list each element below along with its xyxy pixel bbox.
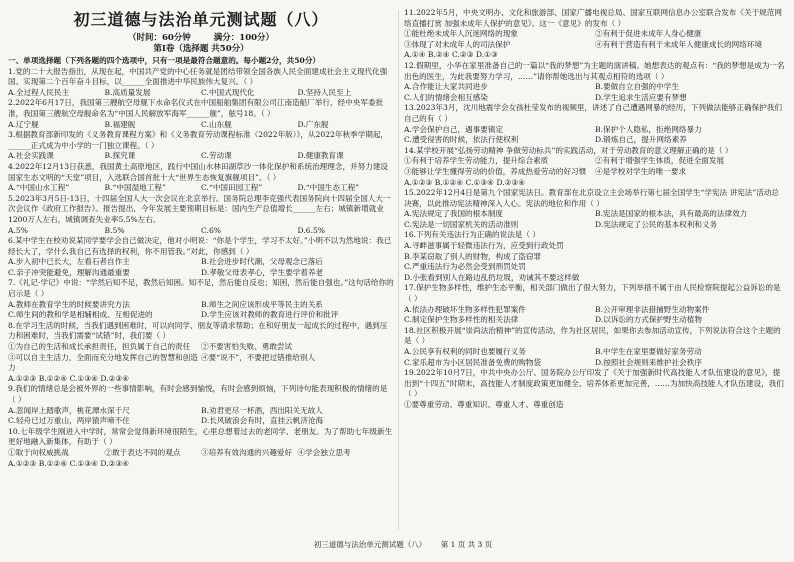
answer-option: ③体现了对未成年人的司法保护 — [404, 39, 511, 49]
answer-option: B.中学生在家里要做好家务劳动 — [595, 347, 702, 356]
option-list — [404, 29, 786, 50]
option-list — [404, 305, 786, 326]
question-item — [404, 50, 786, 61]
answer-option: B.师生之间应该形成平等民主的关系 — [201, 299, 323, 309]
exam-meta — [8, 33, 394, 44]
question-stem: 5.2023年3月5日-13日，十四届全国人大一次会议在北京举行。国务院总理李克强代表国务院向十四届全国人大一次会议作《政府工作报告》。报告提出，今年发展主要预期目标是：国内生产总值增长______左右；城镇新增就业1200万人左右，城镇调查失业率5.5%左右。 — [8, 193, 391, 224]
answer-option: C.遭受侵害的时候，依法行使权利 — [404, 135, 519, 145]
answer-option: D.以诉讼的方式保护野生动植物 — [595, 315, 702, 325]
exam-score: 满分：100分） — [213, 33, 275, 43]
answer-option: B.探究课 — [104, 151, 136, 161]
question-item — [404, 103, 786, 145]
answer-option: ③可以自主生活力，全面而充分地发挥自己的智慧和创造力 — [8, 352, 198, 373]
option-list — [404, 82, 786, 103]
question-item — [404, 178, 786, 189]
page-footer — [0, 540, 794, 550]
answer-option: D.小张看到别人在路边乱扔垃圾，劝诫其不要这样做 — [404, 272, 580, 282]
option-list — [404, 241, 786, 283]
question-stem: 15.2022年12月4日是第九个国家宪法日。教育部在北京设立主会场举行第七届全国学生“学宪法 讲宪法”活动总决赛，以此推动宪法精神深入人心。宪法的地位和作用（ ） — [404, 188, 780, 208]
answer-option: ①要尊重劳动、尊重知识、尊重人才、尊重创造 — [404, 399, 564, 409]
answer-option: C.劳动课 — [201, 151, 232, 161]
option-list — [8, 448, 394, 459]
answer-option: B.保护个人隐私，拒绝网络暴力 — [595, 124, 702, 134]
answer-option: C.轻舟已过万重山，两岸猿声啼不住 — [8, 416, 130, 426]
answer-option: ①有利于培养学生劳动能力，提升综合素质 — [404, 156, 549, 166]
answer-option: B.要做自立自强的中学生 — [595, 82, 679, 92]
question-item — [404, 368, 786, 410]
answer-option: A.5% — [8, 225, 28, 235]
column-divider — [398, 10, 399, 530]
question-stem: A.①④ B.②④ C.②③ D.①③ — [404, 50, 498, 60]
option-list — [8, 183, 394, 194]
question-stem: 1.党的二十大报告指出，从现在起，中国共产党的中心任务就是团结带领全国各族人民全面建成社会主义现代化强国、实现第二个百年奋斗目标，以______全面推进中华民族伟大复兴。（ ） — [8, 66, 388, 87]
option-list — [8, 342, 394, 374]
answer-option: D.学生追求生活应要有梦想 — [595, 92, 687, 102]
question-list-right — [404, 8, 786, 411]
exam-time: （时间：60分钟 — [127, 33, 191, 43]
answer-option: D.按照社会规则来维护社会秩序 — [595, 357, 702, 367]
question-stem: 10.七年级学生刚进入中学时，常常会觉得新环境很陌生，心里总想着过去的老同学、老朋友。为了帮助七年级新生更好地融入新集体，有助于（ ） — [8, 426, 393, 447]
answer-option: A.全过程人民民主 — [8, 87, 70, 97]
answer-option: A.合作能让大家共同进步 — [404, 82, 488, 92]
option-list — [8, 151, 394, 162]
question-item — [8, 427, 394, 459]
question-item — [8, 384, 394, 426]
answer-option: ②有利于增强学生体质，促进全面发展 — [595, 156, 725, 166]
answer-option: A.依法办理破坏生物多样性犯罪案件 — [404, 304, 526, 314]
answer-option: D.宪法规定了公民的基本权利和义务 — [595, 219, 718, 229]
question-item — [8, 374, 394, 385]
answer-option: ③培养有效沟通的兴趣爱好 — [201, 447, 293, 457]
answer-option: C.人们的情绪会相互感染 — [404, 92, 488, 102]
question-item — [404, 146, 786, 178]
answer-option: C.宪法是一切国家机关的活动准则 — [404, 219, 519, 229]
answer-option: C.亲子冲突能避免，理解沟通最重要 — [8, 267, 130, 277]
option-list — [404, 347, 786, 368]
question-item — [404, 326, 786, 368]
answer-option: B.公开审理非法猎捕野生动物案件 — [595, 304, 710, 314]
answer-option: C.6% — [201, 225, 222, 235]
question-item — [404, 230, 786, 283]
right-column — [404, 8, 786, 411]
answer-option: ②不要害怕失败、勇敢尝试 — [201, 342, 293, 352]
answer-option: B.劝君更尽一杯酒，西出阳关无故人 — [201, 405, 323, 415]
answer-option: B.福建舰 — [104, 119, 136, 129]
answer-option: D.坚持人民至上 — [297, 87, 352, 97]
option-list — [404, 125, 786, 146]
option-list — [8, 257, 394, 278]
question-item — [8, 162, 394, 194]
footer-exam-name: 初三道德与法治单元测试题（八） — [313, 540, 427, 549]
question-item — [8, 278, 394, 320]
answer-option: C.中国式现代化 — [201, 87, 255, 97]
question-item — [8, 194, 394, 236]
answer-option: D.6.5% — [297, 225, 326, 235]
question-stem: A.①②③ B.①②④ C.①③④ D.②③④ — [404, 177, 526, 187]
answer-option: D.孝敬父母表孝心，学生要学着养老 — [201, 267, 324, 277]
answer-option: C.制定保护生物多样性的相关法律 — [404, 315, 519, 325]
answer-option: D.学生应该对教师的教育进行评价和批评 — [201, 310, 339, 320]
option-list — [8, 300, 394, 321]
question-stem: 12.假期里，小华在家里准备自己的一篇以“我的梦想”为主题的演讲稿。她想表达的观点有：“我的梦想是成为一名出色的医生，为此我要努力学习，……”请你帮她选出与其观点相符的选项（ ） — [404, 60, 785, 81]
answer-option: ④学会独立思考 — [297, 447, 351, 457]
answer-option: B.高质量发展 — [104, 87, 151, 97]
option-list — [8, 226, 394, 237]
answer-option: ②有利于促进未成年人身心健康 — [595, 29, 702, 39]
answer-option: B.“中国湿地工程” — [104, 183, 166, 193]
question-stem: 2.2022年6月17日，我国第三艘航空母舰下水命名仪式在中国船舶集团有限公司江南造船厂举行，经中央军委批准，我国第三艘航空母舰命名为“中国人民解放军海军______舰”，舷号18。（ ） — [8, 98, 384, 118]
question-stem: 14.某学校开展“弘扬劳动精神 争做劳动标兵”的实践活动，对于劳动教育的意义理解正确的是（ ） — [404, 145, 733, 155]
answer-option: ④要“说不”，不要把过错推给别人 — [201, 352, 316, 362]
question-stem: 19.2022年10月7日，中共中央办公厅、国务院办公厅印发了《关于加强新时代高技能人才队伍建设的意见》，提出到“十四五”时期末，高技能人才制度政策更加健全、培养体系更加完善，……为加快高技能人才队伍建设，我们（ ） — [404, 368, 784, 399]
question-stem: A.①②③ B.①②④ C.①③④ D.②③④ — [8, 458, 130, 468]
question-stem: 4.2022年12月13日获悉，我国黄土高原地区，践行中国山水林田湖草沙一体化保护和系统治理理念，并努力建设国家生态文明的“天堂”项目，入选联合国首批十大“世界生态恢复旗舰项目”。（ ） — [8, 161, 389, 182]
question-item — [8, 98, 394, 130]
question-item — [8, 236, 394, 278]
answer-option: B.宪法是国家的根本法，具有最高的法律效力 — [595, 209, 748, 219]
answer-option: D.广东舰 — [297, 119, 329, 129]
question-stem: 6.某中学生在校劝说某同学要学会自己做决定，他对小明说：“你是个学生，学习不太好。”小明不以为然地说：我已经长大了，学什么我自己有选择的权利，你不用管我。”对此，你感到（ ） — [8, 236, 392, 256]
question-item — [8, 459, 394, 470]
answer-option: D.“中国生态工程” — [297, 183, 360, 193]
answer-option: D.锻炼自己，提升网络素养 — [595, 135, 687, 145]
answer-option: C.严重违法行为必然会受到刑罚处罚 — [404, 262, 526, 272]
answer-option: A.寻衅滋事属于轻微违法行为，应受到行政处罚 — [404, 241, 564, 251]
answer-option: A.宪法规定了我国的根本制度 — [404, 209, 504, 219]
answer-option: B.社会进步时代潮，父母观念已落后 — [201, 257, 323, 267]
option-list — [404, 156, 786, 177]
answer-option: B.李某窃取了别人的财物，构成了盗窃罪 — [404, 251, 542, 261]
answer-option: ④是学校对学生的唯一要求 — [595, 166, 687, 176]
question-stem: 16.下列有关违法行为正确的说法是（ ） — [404, 230, 540, 240]
question-stem: 18.社区积极开展“崇尚法治精神”的宣传活动，作为社区居民，如果你去参加活动宣传，下列说法符合这个主题的是（ ） — [404, 325, 781, 346]
question-stem: 7.《礼记·学记》中说：“学然后知不足，教然后知困。知不足，然后能自反也；知困，然后能自强也。”这句话给你的启示是（ ） — [8, 278, 394, 299]
answer-option: ②敢于表达不同的观点 — [104, 447, 181, 457]
answer-option: D.长风破浪会有时，直挂云帆济沧海 — [201, 416, 324, 426]
question-list-left — [8, 67, 394, 470]
option-list — [8, 88, 394, 99]
question-stem: 11.2022年5月，中央文明办、文化和旅游部、国家广播电视总局、国家互联网信息办公室联合发布《关于规范网络直播打赏 加强未成年人保护的意见》。这一《意见》的发布（ ） — [404, 8, 782, 28]
answer-option: A.社会实践课 — [8, 151, 54, 161]
question-stem: 9.我们的情绪总是会被外界的一些事情影响，有时会感到愉悦，有时会感到烦恼，下列诗句能表现积极的情绪的是（ ） — [8, 384, 388, 404]
answer-option: ①能杜绝未成年人沉迷网络的现象 — [404, 29, 518, 39]
section-instruction: 一、单项选择题（下列各题的四个选项中，只有一项是最符合题意的。每小题2分，共50分） — [8, 56, 321, 65]
answer-option: B.5% — [104, 225, 125, 235]
answer-option: A.步入初中已长大，左看石者自作主 — [8, 257, 130, 267]
answer-option: D.健康教育课 — [297, 151, 344, 161]
answer-option: ④有利于营造有利于未成年人健康成长的网络环境 — [595, 39, 763, 49]
answer-option: A.公民享有权利的同时也要履行义务 — [404, 347, 526, 356]
option-list — [404, 400, 786, 411]
footer-page-number: 第 1 页 共 3 页 — [440, 540, 493, 549]
option-list — [404, 209, 786, 230]
option-list — [8, 406, 394, 427]
question-stem: 17.保护生物多样性，维护生态平衡，相关部门做出了很大努力，下列举措不属于由人民检察院提起公益诉讼的是（ ） — [404, 283, 781, 304]
answer-option: A.忽闻岸上踏歌声，桃花潭水深千尺 — [8, 405, 130, 415]
question-item — [8, 67, 394, 99]
answer-option: C.“中国田园工程” — [201, 183, 263, 193]
answer-option: A.“中国山水工程” — [8, 183, 70, 193]
question-item — [8, 130, 394, 162]
question-item — [404, 283, 786, 325]
question-stem: 3.根据教育部新印发的《义务教育课程方案》和《义务教育劳动课程标准（2022年版）》，从2022年秋季学期起，______正式成为中小学的一门独立课程。（ ） — [8, 130, 389, 150]
question-item — [404, 61, 786, 103]
answer-option: ①取于向权威挑战 — [8, 447, 69, 457]
answer-option: C.家乐超市为小区居民准备免费的购物袋 — [404, 357, 542, 367]
part1-heading: 第Ⅰ卷（选择题 共50分） — [153, 44, 249, 54]
answer-option: ③能够让学生懂得劳动的价值，养成热爱劳动的好习惯 — [404, 166, 587, 176]
question-stem: 8.在学习生活的时候，当我们遇到困难时，可以向同学、朋友等请求帮助；在和好朋友一起成长的过程中，遇到压力和困难时，当我们需要“试错”时，我们要（ ） — [8, 320, 388, 341]
answer-option: A.辽宁舰 — [8, 119, 39, 129]
answer-option: A.教师在教育学生的时候要讲究方法 — [8, 299, 130, 309]
answer-option: A.学会保护自己，遇事要镇定 — [404, 124, 504, 134]
question-stem: A.①②③ B.①②④ C.①③④ D.②③④ — [8, 373, 130, 383]
question-item — [404, 8, 786, 50]
question-stem: 13.2023年3月，沈川地震学会女孩杜莹发布的视频里，讲述了自己遭遇网暴的经历，下列做法能够正确保护我们自己的有（ ） — [404, 103, 782, 123]
page-title: 初三道德与法治单元测试题（八） — [73, 10, 329, 29]
question-item — [404, 188, 786, 230]
answer-option: C.山东舰 — [201, 119, 232, 129]
option-list — [8, 120, 394, 131]
answer-option: ①为自己的生活和成长承担责任，担负属于自己的责任 — [8, 342, 191, 352]
question-item — [8, 321, 394, 374]
answer-option: C.师生间的教和学是相辅相成、互相促进的 — [8, 310, 153, 320]
left-column — [8, 8, 394, 469]
